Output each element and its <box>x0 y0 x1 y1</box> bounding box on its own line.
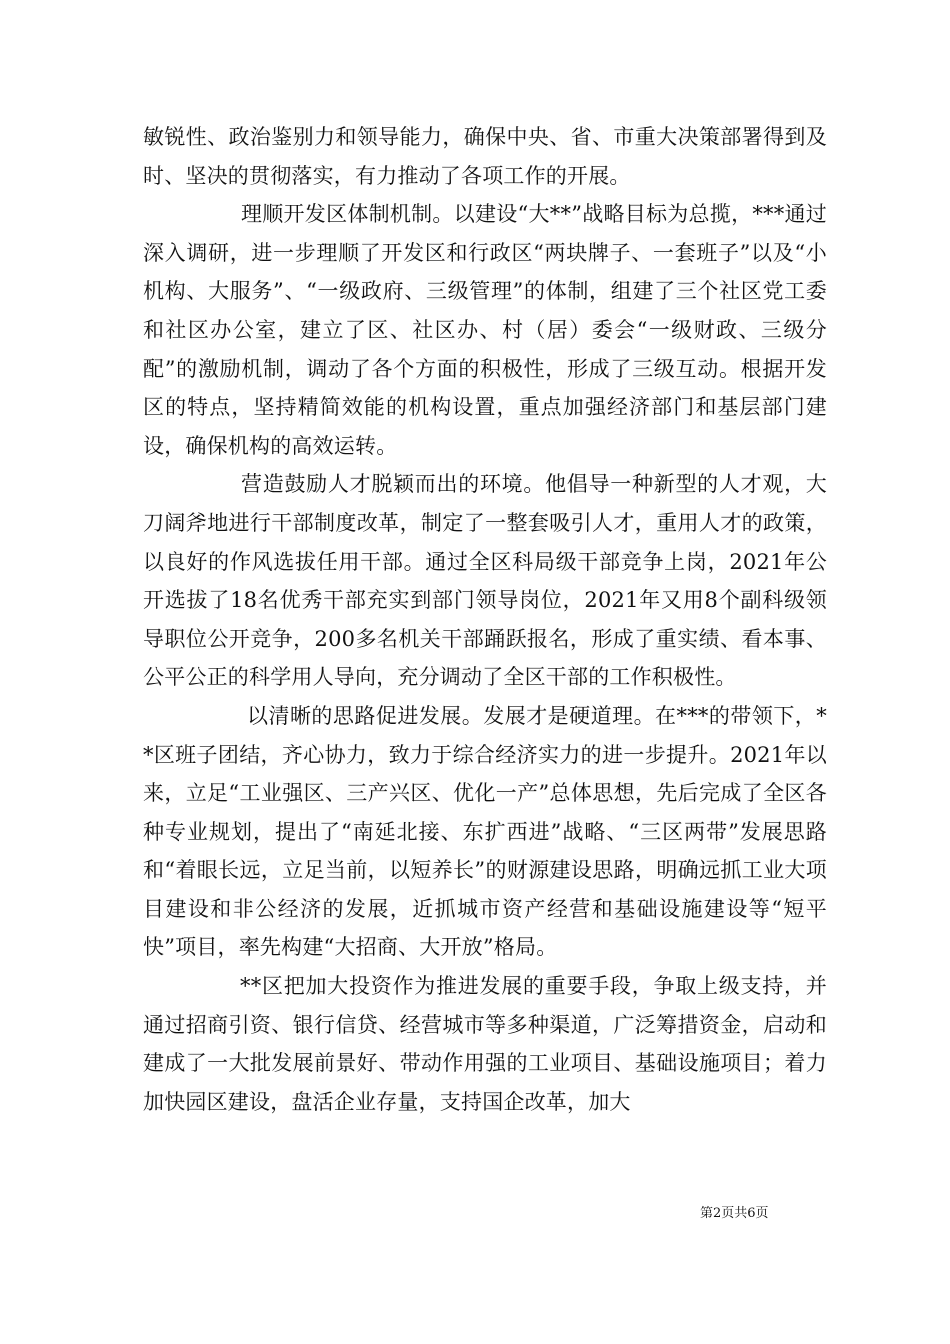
paragraph-2: 理顺开发区体制机制。以建设“大**”战略目标为总揽，***通过深入调研，进一步理顺了开发区和行政区“两块牌子、一套班子”以及“小机构、大服务”、“一级政府、三级管理”的体制，组建了三个社区党工委和社区办公室，建立了区、社区办、村（居）委会“一级财政、三级分配”的激励机制，调动了各个方面的积极性，形成了三级互动。根据开发区的特点，坚持精简效能的机构设置，重点加强经济部门和基层部门建设，确保机构的高效运转。 <box>143 202 827 458</box>
page-number-label: 第2页共6页 <box>700 1206 769 1221</box>
paragraph-3: 营造鼓励人才脱颖而出的环境。他倡导一种新型的人才观，大刀阔斧地进行干部制度改革，制定了一整套吸引人才，重用人才的政策，以良好的作风选拔任用干部。通过全区科局级干部竞争上岗，2021年公开选拔了18名优秀干部充实到部门领导岗位，2021年又用8个副科级领导职位公开竞争，200多名机关干部踊跃报名，形成了重实绩、看本事、公平公正的科学用人导向，充分调动了全区干部的工作积极性。 <box>143 472 827 690</box>
page-number-footer <box>700 1206 769 1222</box>
paragraph-5: **区把加大投资作为推进发展的重要手段，争取上级支持，并通过招商引资、银行信贷、经营城市等多种渠道，广泛筹措资金，启动和建成了一大批发展前景好、带动作用强的工业项目、基础设施项目；着力加快园区建设，盘活企业存量，支持国企改革，加大 <box>143 974 827 1114</box>
paragraph-1: 敏锐性、政治鉴别力和领导能力，确保中央、省、市重大决策部署得到及时、坚决的贯彻落实，有力推动了各项工作的开展。 <box>143 125 827 188</box>
document-body <box>143 118 827 1121</box>
paragraph-4: 以清晰的思路促进发展。发展才是硬道理。在***的带领下，**区班子团结，齐心协力，致力于综合经济实力的进一步提升。2021年以来，立足“工业强区、三产兴区、优化一产”总体思想，先后完成了全区各种专业规划，提出了“南延北接、东扩西进”战略、“三区两带”发展思路和“着眼长远，立足当前，以短养长”的财源建设思路，明确远抓工业大项目建设和非公经济的发展，近抓城市资产经营和基础设施建设等“短平快”项目，率先构建“大招商、大开放”格局。 <box>143 703 827 960</box>
